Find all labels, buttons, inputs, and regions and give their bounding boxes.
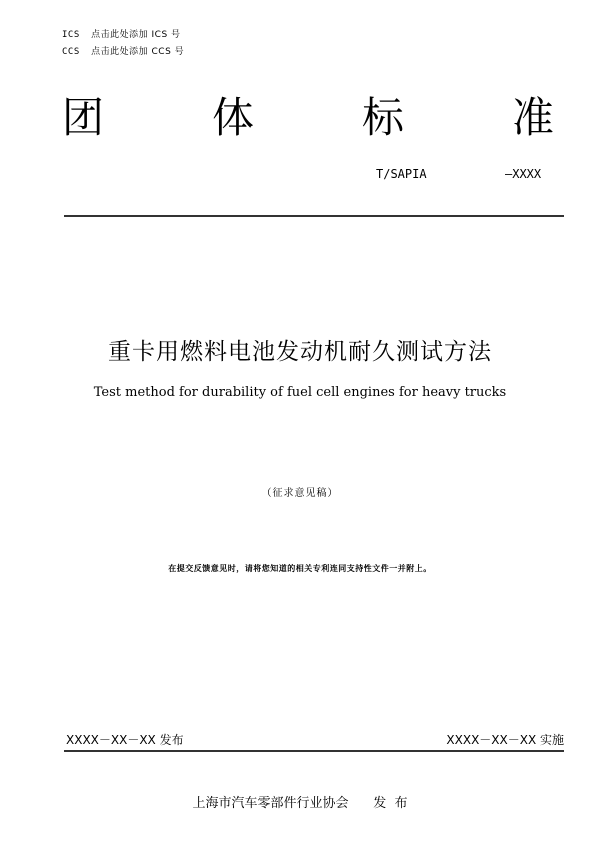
title-char-3: 标 [362, 93, 405, 142]
title-char-2: 体 [212, 93, 255, 142]
standard-number-suffix: —XXXX [505, 167, 542, 181]
title-char-4: 准 [512, 93, 555, 142]
ccs-line [62, 44, 184, 57]
bottom-divider [64, 750, 564, 752]
issue-date: XXXX－XX－XX 发布 [66, 733, 184, 747]
draft-label: （征求意见稿） [261, 488, 339, 499]
document-title-english: Test method for durability of fuel cell engines for heavy trucks [93, 385, 507, 400]
publisher-action: 发 布 [373, 796, 408, 811]
publisher-line [0, 792, 600, 811]
top-divider [64, 215, 564, 217]
publisher-name: 上海市汽车零部件行业协会 [192, 796, 349, 811]
document-title-chinese: 重卡用燃料电池发动机耐久测试方法 [108, 339, 492, 365]
ics-code: ICS [62, 30, 80, 40]
patent-notice: 在提交反馈意见时，请将您知道的相关专利连同支持性文件一并附上。 [168, 564, 432, 573]
title-char-1: 团 [62, 93, 105, 142]
standard-number-prefix: T/SAPIA [376, 167, 427, 181]
implementation-date: XXXX－XX－XX 实施 [446, 733, 564, 747]
ics-placeholder[interactable]: 点击此处添加 ICS 号 [91, 30, 181, 40]
ccs-code: CCS [62, 47, 80, 57]
standard-type-title [62, 92, 556, 144]
ccs-placeholder[interactable]: 点击此处添加 CCS 号 [91, 47, 185, 57]
ics-line [62, 27, 181, 40]
